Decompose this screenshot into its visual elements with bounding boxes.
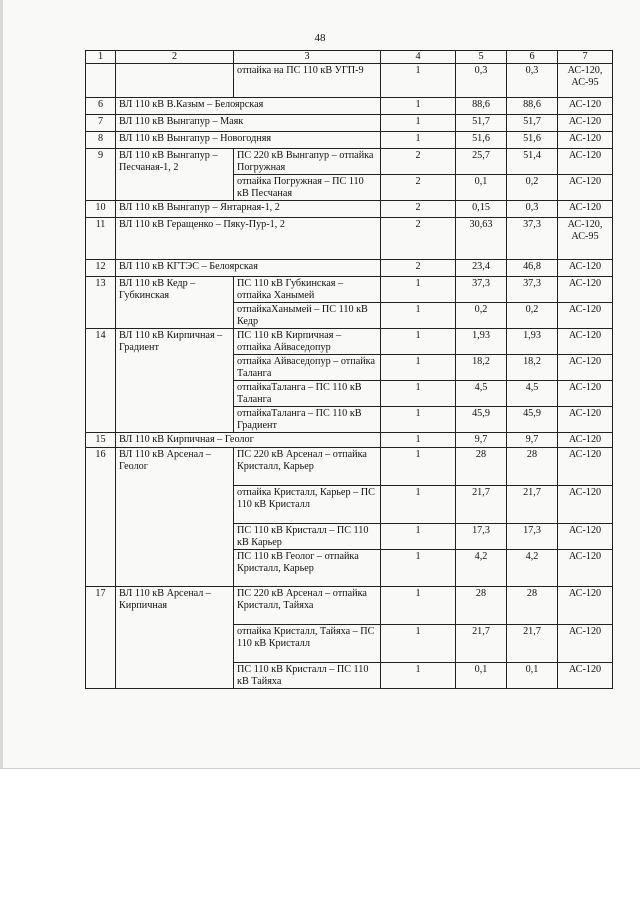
circuits-count-cell: 2 <box>381 175 456 201</box>
total-length-cell: 0,1 <box>507 663 558 689</box>
length-cell: 45,9 <box>456 407 507 433</box>
line-name-cell: ВЛ 110 кВ Вынгапур – Новогодняя <box>116 132 381 149</box>
total-length-cell: 0,3 <box>507 201 558 218</box>
wire-grade-cell: АС-120 <box>558 550 613 587</box>
row-number-cell: 16 <box>86 448 116 587</box>
length-cell: 0,1 <box>456 663 507 689</box>
wire-grade-cell: АС-120, АС-95 <box>558 64 613 98</box>
length-cell: 51,7 <box>456 115 507 132</box>
total-length-cell: 51,6 <box>507 132 558 149</box>
total-length-cell: 4,2 <box>507 550 558 587</box>
length-cell: 0,2 <box>456 303 507 329</box>
length-cell: 1,93 <box>456 329 507 355</box>
length-cell: 0,1 <box>456 175 507 201</box>
wire-grade-cell: АС-120 <box>558 587 613 625</box>
segment-cell: ПС 110 кВ Кирпичная – отпайка Айваседопур <box>234 329 381 355</box>
table-row <box>86 587 613 625</box>
line-name-cell: ВЛ 110 кВ Арсенал – Кирпичная <box>116 587 234 689</box>
total-length-cell: 45,9 <box>507 407 558 433</box>
wire-grade-cell: АС-120 <box>558 329 613 355</box>
wire-grade-cell: АС-120 <box>558 663 613 689</box>
line-name-cell: ВЛ 110 кВ Вынгапур – Янтарная-1, 2 <box>116 201 381 218</box>
circuits-count-cell: 1 <box>381 277 456 303</box>
table-row <box>86 433 613 448</box>
segment-cell: ПС 220 кВ Арсенал – отпайка Кристалл, Тайяха <box>234 587 381 625</box>
length-cell: 37,3 <box>456 277 507 303</box>
length-cell: 4,2 <box>456 550 507 587</box>
header-cell: 1 <box>86 51 116 64</box>
wire-grade-cell: АС-120 <box>558 277 613 303</box>
table-row <box>86 260 613 277</box>
total-length-cell: 18,2 <box>507 355 558 381</box>
table-row <box>86 64 613 98</box>
circuits-count-cell: 1 <box>381 329 456 355</box>
length-cell: 23,4 <box>456 260 507 277</box>
circuits-count-cell: 1 <box>381 524 456 550</box>
circuits-count-cell: 1 <box>381 355 456 381</box>
line-name-cell: ВЛ 110 кВ Геращенко – Пяку-Пур-1, 2 <box>116 218 381 260</box>
wire-grade-cell: АС-120 <box>558 625 613 663</box>
row-number-cell <box>86 64 116 98</box>
row-number-cell: 11 <box>86 218 116 260</box>
segment-cell: ПС 220 кВ Вынгапур – отпайка Погружная <box>234 149 381 175</box>
segment-cell: отпайка Погружная – ПС 110 кВ Песчаная <box>234 175 381 201</box>
row-number-cell: 14 <box>86 329 116 433</box>
wire-grade-cell: АС-120 <box>558 407 613 433</box>
page-number: 48 <box>314 32 326 44</box>
table-row <box>86 149 613 175</box>
circuits-count-cell: 1 <box>381 64 456 98</box>
wire-grade-cell: АС-120 <box>558 448 613 486</box>
circuits-count-cell: 1 <box>381 98 456 115</box>
table-row <box>86 132 613 149</box>
line-name-cell: ВЛ 110 кВ Вынгапур – Песчаная-1, 2 <box>116 149 234 201</box>
table-row <box>86 218 613 260</box>
circuits-count-cell: 1 <box>381 663 456 689</box>
circuits-count-cell: 1 <box>381 132 456 149</box>
segment-cell: отпайкаХанымей – ПС 110 кВ Кедр <box>234 303 381 329</box>
segment-cell: ПС 220 кВ Арсенал – отпайка Кристалл, Карьер <box>234 448 381 486</box>
segment-cell: отпайка Кристалл, Карьер – ПС 110 кВ Кристалл <box>234 486 381 524</box>
line-name-cell: ВЛ 110 кВ Кирпичная – Градиент <box>116 329 234 433</box>
wire-grade-cell: АС-120 <box>558 355 613 381</box>
row-number-cell: 6 <box>86 98 116 115</box>
total-length-cell: 51,7 <box>507 115 558 132</box>
table-header-row <box>86 51 613 64</box>
total-length-cell: 37,3 <box>507 218 558 260</box>
header-cell: 3 <box>234 51 381 64</box>
table-row <box>86 277 613 303</box>
length-cell: 21,7 <box>456 625 507 663</box>
table-body <box>86 51 613 689</box>
length-cell: 88,6 <box>456 98 507 115</box>
total-length-cell: 4,5 <box>507 381 558 407</box>
length-cell: 0,3 <box>456 64 507 98</box>
wire-grade-cell: АС-120 <box>558 433 613 448</box>
segment-cell: отпайка Айваседопур – отпайка Таланга <box>234 355 381 381</box>
total-length-cell: 28 <box>507 587 558 625</box>
row-number-cell: 17 <box>86 587 116 689</box>
length-cell: 25,7 <box>456 149 507 175</box>
circuits-count-cell: 1 <box>381 433 456 448</box>
total-length-cell: 88,6 <box>507 98 558 115</box>
header-cell: 4 <box>381 51 456 64</box>
header-cell: 5 <box>456 51 507 64</box>
length-cell: 9,7 <box>456 433 507 448</box>
circuits-count-cell: 1 <box>381 448 456 486</box>
power-lines-table <box>85 50 613 689</box>
circuits-count-cell: 2 <box>381 218 456 260</box>
circuits-count-cell: 2 <box>381 201 456 218</box>
total-length-cell: 0,2 <box>507 175 558 201</box>
table-row <box>86 201 613 218</box>
row-number-cell: 12 <box>86 260 116 277</box>
row-number-cell: 8 <box>86 132 116 149</box>
header-cell: 7 <box>558 51 613 64</box>
line-name-cell: ВЛ 110 кВ В.Казым – Белоярская <box>116 98 381 115</box>
wire-grade-cell: АС-120 <box>558 175 613 201</box>
wire-grade-cell: АС-120, АС-95 <box>558 218 613 260</box>
length-cell: 28 <box>456 587 507 625</box>
wire-grade-cell: АС-120 <box>558 115 613 132</box>
segment-cell: отпайка на ПС 110 кВ УГП-9 <box>234 64 381 98</box>
table-row <box>86 329 613 355</box>
line-name-cell: ВЛ 110 кВ Кедр – Губкинская <box>116 277 234 329</box>
line-name-cell: ВЛ 110 кВ КГТЭС – Белоярская <box>116 260 381 277</box>
wire-grade-cell: АС-120 <box>558 381 613 407</box>
line-name-cell: ВЛ 110 кВ Вынгапур – Маяк <box>116 115 381 132</box>
circuits-count-cell: 1 <box>381 115 456 132</box>
row-number-cell: 15 <box>86 433 116 448</box>
line-name-cell: ВЛ 110 кВ Кирпичная – Геолог <box>116 433 381 448</box>
table-row <box>86 98 613 115</box>
line-name-cell <box>116 64 234 98</box>
length-cell: 17,3 <box>456 524 507 550</box>
circuits-count-cell: 2 <box>381 149 456 175</box>
circuits-count-cell: 1 <box>381 407 456 433</box>
total-length-cell: 1,93 <box>507 329 558 355</box>
row-number-cell: 9 <box>86 149 116 201</box>
length-cell: 51,6 <box>456 132 507 149</box>
wire-grade-cell: АС-120 <box>558 524 613 550</box>
length-cell: 28 <box>456 448 507 486</box>
header-cell: 2 <box>116 51 234 64</box>
total-length-cell: 0,3 <box>507 64 558 98</box>
total-length-cell: 51,4 <box>507 149 558 175</box>
length-cell: 18,2 <box>456 355 507 381</box>
wire-grade-cell: АС-120 <box>558 201 613 218</box>
segment-cell: ПС 110 кВ Губкинская – отпайка Ханымей <box>234 277 381 303</box>
total-length-cell: 28 <box>507 448 558 486</box>
total-length-cell: 9,7 <box>507 433 558 448</box>
length-cell: 30,63 <box>456 218 507 260</box>
total-length-cell: 21,7 <box>507 625 558 663</box>
table-row <box>86 448 613 486</box>
row-number-cell: 13 <box>86 277 116 329</box>
total-length-cell: 46,8 <box>507 260 558 277</box>
total-length-cell: 37,3 <box>507 277 558 303</box>
line-name-cell: ВЛ 110 кВ Арсенал – Геолог <box>116 448 234 587</box>
wire-grade-cell: АС-120 <box>558 98 613 115</box>
circuits-count-cell: 2 <box>381 260 456 277</box>
length-cell: 0,15 <box>456 201 507 218</box>
row-number-cell: 10 <box>86 201 116 218</box>
segment-cell: отпайка Кристалл, Тайяха – ПС 110 кВ Кристалл <box>234 625 381 663</box>
wire-grade-cell: АС-120 <box>558 149 613 175</box>
scan-edge <box>0 0 3 768</box>
row-number-cell: 7 <box>86 115 116 132</box>
wire-grade-cell: АС-120 <box>558 260 613 277</box>
total-length-cell: 0,2 <box>507 303 558 329</box>
segment-cell: ПС 110 кВ Кристалл – ПС 110 кВ Карьер <box>234 524 381 550</box>
circuits-count-cell: 1 <box>381 381 456 407</box>
total-length-cell: 21,7 <box>507 486 558 524</box>
length-cell: 4,5 <box>456 381 507 407</box>
circuits-count-cell: 1 <box>381 486 456 524</box>
wire-grade-cell: АС-120 <box>558 303 613 329</box>
segment-cell: отпайкаТаланга – ПС 110 кВ Градиент <box>234 407 381 433</box>
segment-cell: ПС 110 кВ Геолог – отпайка Кристалл, Карьер <box>234 550 381 587</box>
length-cell: 21,7 <box>456 486 507 524</box>
circuits-count-cell: 1 <box>381 587 456 625</box>
circuits-count-cell: 1 <box>381 550 456 587</box>
wire-grade-cell: АС-120 <box>558 132 613 149</box>
wire-grade-cell: АС-120 <box>558 486 613 524</box>
segment-cell: отпайкаТаланга – ПС 110 кВ Таланга <box>234 381 381 407</box>
table-row <box>86 115 613 132</box>
segment-cell: ПС 110 кВ Кристалл – ПС 110 кВ Тайяха <box>234 663 381 689</box>
circuits-count-cell: 1 <box>381 303 456 329</box>
header-cell: 6 <box>507 51 558 64</box>
total-length-cell: 17,3 <box>507 524 558 550</box>
circuits-count-cell: 1 <box>381 625 456 663</box>
